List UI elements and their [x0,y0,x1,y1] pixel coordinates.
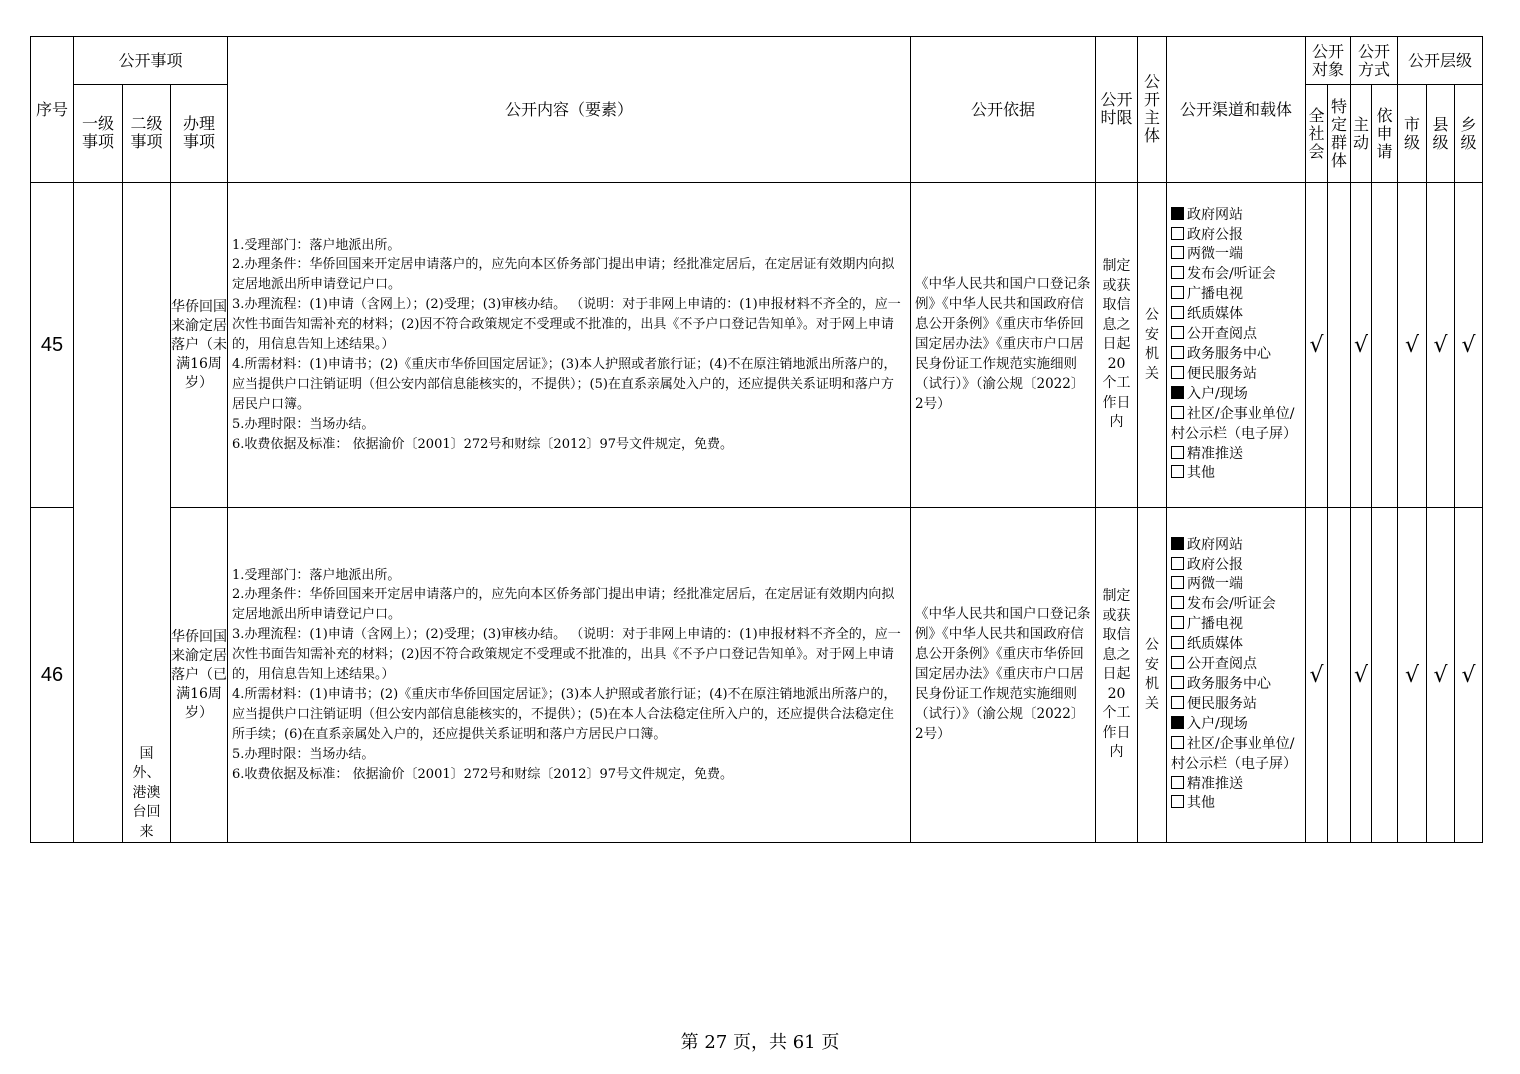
checked-box-icon [1171,386,1184,399]
channel-label: 政府网站 [1187,206,1243,223]
channel-label: 两微一端 [1187,246,1243,263]
mark-city: √ [1398,183,1427,508]
content-line: 5.办理时限：当场办结。 [232,746,375,762]
channel-label: 其他 [1187,795,1215,812]
level1-cell [74,183,123,843]
channel-label: 政务服务中心 [1187,676,1271,692]
channel-item [1171,226,1301,246]
channel-label: 其他 [1187,465,1215,482]
channel-label: 广播电视 [1187,616,1243,633]
header-channels: 公开渠道和载体 [1167,37,1306,183]
content-line: 4.所需材料：(1)申请书；(2)《重庆市华侨回国定居证》；(3)本人护照或者旅行证；(4)不在原注销地派出所落户的，应当提供户口注销证明（但公安内部信息能核实的，不提供）；(5)在本人合法稳定住所入户的，还应提供合法稳定住所手续；(6)在直系亲属处入户的，还应提供关系证明和落户方居民户口簿。 [232,686,897,742]
channel-item [1171,536,1301,556]
channel-label: 社区/企事业单位/村公示栏（电子屏） [1171,735,1297,772]
header-level-county: 县级 [1427,85,1455,183]
channel-item [1171,305,1301,325]
header-method-active: 主动 [1351,85,1372,183]
channel-item [1171,695,1301,715]
mark-active: √ [1351,183,1372,508]
header-content: 公开内容（要素） [228,37,911,183]
mark-active: √ [1351,508,1372,843]
level2-cell [123,183,171,843]
content-line: 3.办理流程：(1)申请（含网上）；(2)受理；(3)审核办结。 （说明：对于非网上申请的：(1)申报材料不齐全的，应一次性书面告知需补充的材料；(2)因不符合政策规定不受理或不批准的，出具《不予户口登记告知单》。对于网上申请的，用信息告知上述结果。） [232,627,901,683]
checked-box-icon [1171,716,1184,729]
channel-label: 公开查阅点 [1187,326,1257,343]
mark-specific [1328,183,1351,508]
unchecked-box-icon [1171,465,1184,478]
content-line: 6.收费依据及标准： 依据渝价〔2001〕272号和财综〔2012〕97号文件规定，免费。 [232,436,734,452]
mark-county: √ [1427,183,1455,508]
channel-label: 精准推送 [1187,445,1243,462]
row-basis: 《中华人民共和国户口登记条例》《中华人民共和国政府信息公开条例》《重庆市华侨回国定居办法》《重庆市户口居民身份证工作规范实施细则（试行）》（渝公规〔2022〕2号） [911,508,1096,843]
channel-item [1171,325,1301,345]
header-method-apply: 依申请 [1372,85,1398,183]
disclosure-table [30,36,1483,843]
unchecked-box-icon [1171,286,1184,299]
mark-apply [1372,183,1398,508]
channel-item [1171,735,1301,775]
channel-label: 纸质媒体 [1187,636,1243,653]
row-channels [1167,508,1306,843]
row-item: 华侨回国来渝定居落户（未满16周岁） [171,183,228,508]
header-seq: 序号 [31,37,74,183]
mark-all: √ [1306,508,1328,843]
header-level-city: 市级 [1398,85,1427,183]
level2-label: 国外、港澳台回来 [132,745,161,840]
channel-item [1171,675,1301,695]
channel-label: 便民服务站 [1187,695,1257,712]
channel-label: 入户/现场 [1187,385,1248,402]
channel-item [1171,615,1301,635]
mark-specific [1328,508,1351,843]
unchecked-box-icon [1171,246,1184,259]
unchecked-box-icon [1171,795,1184,808]
content-line: 2.办理条件：华侨回国来开定居申请落户的，应先向本区侨务部门提出申请；经批准定居后，在定居证有效期内向拟定居地派出所申请登记户口。 [232,587,895,623]
header-level-town: 乡级 [1455,85,1483,183]
header-level-group: 公开层级 [1398,37,1483,85]
channel-item [1171,405,1301,445]
channel-item [1171,345,1301,365]
mark-city: √ [1398,508,1427,843]
unchecked-box-icon [1171,227,1184,240]
channel-list [1171,206,1301,485]
channel-label: 公开查阅点 [1187,656,1257,673]
channel-item [1171,445,1301,465]
channel-label: 入户/现场 [1187,715,1248,732]
channel-item [1171,655,1301,675]
header-target-group: 公开对象 [1306,37,1351,85]
row-content [228,183,911,508]
channel-label: 政府网站 [1187,536,1243,553]
row-item: 华侨回国来渝定居落户（已满16周岁） [171,508,228,843]
header-basis: 公开依据 [911,37,1096,183]
mark-all: √ [1306,183,1328,508]
content-line: 6.收费依据及标准： 依据渝价〔2001〕272号和财综〔2012〕97号文件规定，免费。 [232,766,734,782]
unchecked-box-icon [1171,557,1184,570]
table-row [31,508,1483,843]
header-target-specific: 特定群体 [1328,85,1351,183]
row-seq: 45 [31,183,74,508]
channel-label: 政府公报 [1187,556,1243,573]
header-level2: 二级事项 [123,85,171,183]
channel-item [1171,595,1301,615]
content-line: 2.办理条件：华侨回国来开定居申请落户的，应先向本区侨务部门提出申请；经批准定居后，在定居证有效期内向拟定居地派出所申请登记户口。 [232,257,895,293]
row-time-limit: 制定或获取信息之日起20个工作日内 [1096,508,1138,843]
channel-item [1171,265,1301,285]
unchecked-box-icon [1171,406,1184,419]
channel-label: 政务服务中心 [1187,346,1271,362]
unchecked-box-icon [1171,736,1184,749]
unchecked-box-icon [1171,326,1184,339]
channel-label: 社区/企事业单位/村公示栏（电子屏） [1171,405,1297,442]
header-row-1 [31,37,1483,85]
row-seq: 46 [31,508,74,843]
unchecked-box-icon [1171,266,1184,279]
channel-label: 便民服务站 [1187,365,1257,382]
row-subject: 公安机关 [1138,183,1167,508]
unchecked-box-icon [1171,656,1184,669]
header-target-all: 全社会 [1306,85,1328,183]
content-line: 4.所需材料：(1)申请书；(2)《重庆市华侨回国定居证》；(3)本人护照或者旅行证；(4)不在原注销地派出所落户的，应当提供户口注销证明（但公安内部信息能核实的，不提供）；(5)在直系亲属处入户的，还应提供关系证明和落户方居民户口簿。 [232,356,897,412]
row-subject: 公安机关 [1138,508,1167,843]
channel-label: 发布会/听证会 [1187,596,1276,613]
channel-item [1171,245,1301,265]
unchecked-box-icon [1171,346,1184,359]
channel-list [1171,536,1301,815]
unchecked-box-icon [1171,576,1184,589]
unchecked-box-icon [1171,366,1184,379]
mark-apply [1372,508,1398,843]
channel-item [1171,794,1301,814]
channel-label: 政府公报 [1187,226,1243,243]
channel-item [1171,556,1301,576]
channel-label: 精准推送 [1187,775,1243,792]
channel-item [1171,285,1301,305]
channel-item [1171,635,1301,655]
header-handling: 办理事项 [171,85,228,183]
header-method-group: 公开方式 [1351,37,1398,85]
content-line: 1.受理部门：落户地派出所。 [232,237,401,253]
mark-county: √ [1427,508,1455,843]
unchecked-box-icon [1171,306,1184,319]
mark-town: √ [1455,183,1483,508]
checked-box-icon [1171,537,1184,550]
unchecked-box-icon [1171,696,1184,709]
header-items-group: 公开事项 [74,37,228,85]
channel-item [1171,464,1301,484]
channel-label: 纸质媒体 [1187,306,1243,323]
channel-label: 两微一端 [1187,576,1243,593]
channel-label: 发布会/听证会 [1187,266,1276,283]
content-line: 3.办理流程：(1)申请（含网上）；(2)受理；(3)审核办结。 （说明：对于非网上申请的：(1)申报材料不齐全的，应一次性书面告知需补充的材料；(2)因不符合政策规定不受理或不批准的，出具《不予户口登记告知单》。对于网上申请的，用信息告知上述结果。） [232,297,901,353]
channel-item [1171,385,1301,405]
table-row [31,183,1483,508]
unchecked-box-icon [1171,636,1184,649]
channel-item [1171,365,1301,385]
row-time-limit: 制定或获取信息之日起20个工作日内 [1096,183,1138,508]
mark-town: √ [1455,508,1483,843]
checked-box-icon [1171,207,1184,220]
unchecked-box-icon [1171,616,1184,629]
channel-item [1171,206,1301,226]
row-basis: 《中华人民共和国户口登记条例》《中华人民共和国政府信息公开条例》《重庆市华侨回国定居办法》《重庆市户口居民身份证工作规范实施细则（试行）》（渝公规〔2022〕2号） [911,183,1096,508]
unchecked-box-icon [1171,676,1184,689]
channel-item [1171,715,1301,735]
channel-item [1171,575,1301,595]
channel-item [1171,775,1301,795]
row-channels [1167,183,1306,508]
unchecked-box-icon [1171,776,1184,789]
content-line: 5.办理时限：当场办结。 [232,416,375,432]
channel-label: 广播电视 [1187,286,1243,303]
row-content [228,508,911,843]
header-level1: 一级事项 [74,85,123,183]
content-line: 1.受理部门：落户地派出所。 [232,567,401,583]
header-subject: 公开主体 [1138,37,1167,183]
unchecked-box-icon [1171,446,1184,459]
header-time-limit: 公开时限 [1096,37,1138,183]
unchecked-box-icon [1171,596,1184,609]
page-footer: 第 27 页，共 61 页 [680,1032,840,1053]
